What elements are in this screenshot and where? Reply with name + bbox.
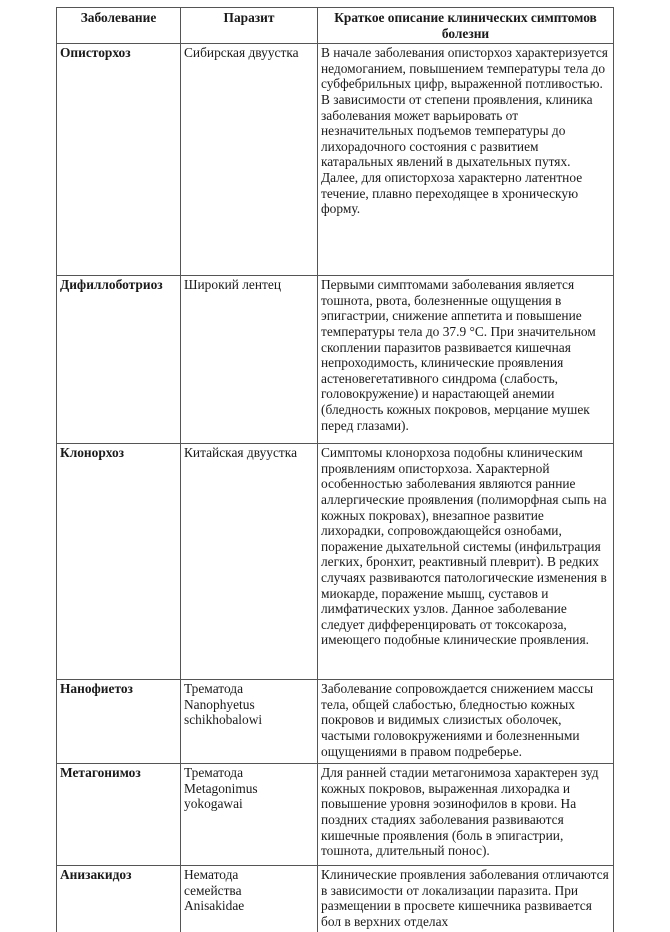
table-row-opisthorchiasis xyxy=(57,44,614,276)
parasite-line: Нематода xyxy=(184,867,239,883)
parasite-name xyxy=(181,276,318,444)
disease-name: Описторхоз xyxy=(57,44,181,276)
parasite-name xyxy=(181,44,318,276)
header-parasite: Паразит xyxy=(181,8,318,44)
disease-name: Клонорхоз xyxy=(57,444,181,680)
table-row-clonorchiasis xyxy=(57,444,614,680)
disease-name: Нанофиетоз xyxy=(57,680,181,764)
symptoms-text: Для ранней стадии метагонимоза характерен зуд кожных покровов, выраженная лихорадка и повышение уровня эозинофилов в крови. На поздних стадиях заболевания развиваются кишечные проявления (боль в эпигастрии, тошнота, длительный понос). xyxy=(318,764,614,866)
parasite-line: Сибирская двуустка xyxy=(184,45,299,61)
parasite-name xyxy=(181,866,318,932)
parasite-line: schikhobalowi xyxy=(184,712,263,728)
header-symptoms: Краткое описание клинических симптомов болезни xyxy=(318,8,614,44)
parasite-line: Nanophyetus xyxy=(184,696,255,712)
parasite-line: Китайская двуустка xyxy=(184,445,298,461)
table-row-diphyllobothriasis xyxy=(57,276,614,444)
symptoms-text: В начале заболевания описторхоз характеризуется недомоганием, повышением температуры тела до субфебрильных цифр, выраженной потливостью. В зависимости от степени проявления, клиника заболевания может варьировать от незначительных подъемов температуры до лихорадочного состояния с развитием катаральных явлений в дыхательных путях. Далее, для описторхоза характерно латентное течение, плавно переходящее в хроническую форму. xyxy=(318,44,614,276)
parasite-name xyxy=(181,764,318,866)
symptoms-text: Первыми симптомами заболевания является тошнота, рвота, болезненные ощущения в эпигастрии, снижение аппетита и повышение температуры тела до 37.9 °C. При значительном скоплении паразитов развивается кишечная непроходимость, клинические проявления астеновегетативного синдрома (слабость, головокружение) и нарастающей анемии (бледность кожных покровов, мерцание мушек перед глазами). xyxy=(318,276,614,444)
parasite-line: yokogawai xyxy=(184,796,243,812)
parasite-line: Metagonimus xyxy=(184,780,258,796)
disease-table xyxy=(56,7,614,932)
parasite-line: семейства xyxy=(184,882,242,898)
table-row-anisakiasis xyxy=(57,866,614,932)
symptoms-text: Заболевание сопровождается снижением массы тела, общей слабостью, бледностью кожных покровов и видимых слизистых оболочек, частыми головокружениями и болезненными ощущениями в правом подреберье. xyxy=(318,680,614,764)
parasite-line: Широкий лентец xyxy=(184,277,282,293)
header-disease: Заболевание xyxy=(57,8,181,44)
symptoms-text: Клинические проявления заболевания отличаются в зависимости от локализации паразита. При размещении в просвете кишечника развивается бол в верхних отделах xyxy=(318,866,614,932)
parasite-name xyxy=(181,444,318,680)
table-header-row xyxy=(57,8,614,44)
symptoms-text: Симптомы клонорхоза подобны клиническим проявлениям описторхоза. Характерной особенностью заболевания являются ранние аллергические проявления (полиморфная сыпь на кожных покровах), внезапное развитие лихорадки, сопровождающейся ознобами, поражение дыхательной системы (инфильтрация легких, бронхит, реактивный плеврит). В редких случаях развиваются патологические изменения в миокарде, поражение мышц, суставов и лимфатических узлов. Данное заболевание следует дифференцировать от токсокароза, имеющего подобные клинические проявления. xyxy=(318,444,614,680)
parasite-line: Anisakidae xyxy=(184,898,245,914)
disease-name: Анизакидоз xyxy=(57,866,181,932)
disease-name: Метагонимоз xyxy=(57,764,181,866)
disease-name: Дифиллоботриоз xyxy=(57,276,181,444)
parasite-line: Трематода xyxy=(184,681,244,697)
parasite-name xyxy=(181,680,318,764)
table-row-metagonimiasis xyxy=(57,764,614,866)
table-row-nanophyetiasis xyxy=(57,680,614,764)
parasite-line: Трематода xyxy=(184,765,244,781)
